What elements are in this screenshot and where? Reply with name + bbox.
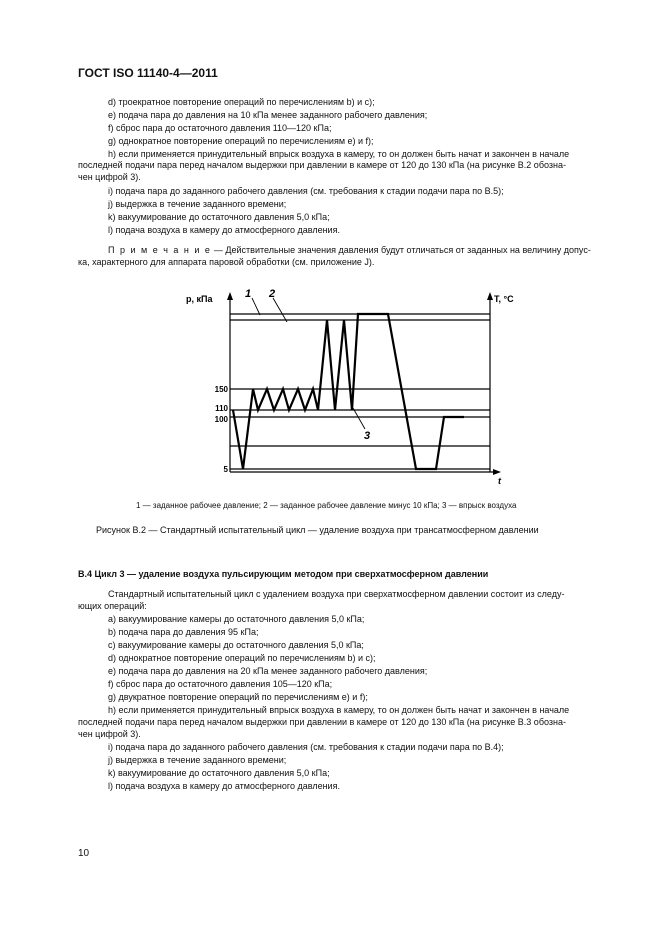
y-tick-labels [215, 385, 229, 474]
figure-legend: 1 — заданное рабочее давление; 2 — заданное рабочее давление минус 10 кПа; 3 — впрыск воздуха [136, 501, 517, 510]
list1-item-g: g) однократное повторение операций по перечислениям е) и f); [108, 136, 374, 146]
pressure-cycle-chart [186, 285, 520, 490]
note-line-1 [108, 245, 591, 256]
list2-item-d: d) однократное повторение операций по перечислениям b) и с); [108, 653, 376, 663]
note-label: П р и м е ч а н и е [108, 245, 212, 255]
list1-item-h-cont2: чен цифрой 3). [78, 172, 141, 182]
list2-item-b: b) подача пара до давления 95 кПа; [108, 627, 259, 637]
list2-item-k: k) вакуумирование до остаточного давления 5,0 кПа; [108, 768, 330, 778]
list2-item-i: i) подача пара до заданного рабочего давления (см. требования к стадии подачи пара по В.4); [108, 742, 504, 752]
x-axis-arrow [493, 469, 501, 475]
pressure-levels [230, 314, 490, 469]
callout-3-leader [353, 408, 365, 429]
y2-axis-label: T, °C [494, 294, 514, 304]
list2-item-h: h) если применяется принудительный впрыск воздуха в камеру, то он должен быть начат и закончен в начале [108, 705, 570, 715]
list2-item-c: с) вакуумирование камеры до остаточного давления 5,0 кПа; [108, 640, 364, 650]
callout-1: 1 [245, 288, 252, 300]
document-header: ГОСТ ISO 11140-4—2011 [78, 66, 218, 80]
section-intro-2: ющих операций: [78, 601, 147, 611]
list2-item-g: g) двукратное повторение операций по перечислениям е) и f); [108, 692, 368, 702]
figure-caption: Рисунок В.2 — Стандартный испытательный цикл — удаление воздуха при трансатмосферном давлении [96, 525, 539, 535]
y-axis-arrow [227, 292, 233, 300]
list1-item-h-cont1: последней подачи пара перед началом выдержки при давлении в камере от 120 до 130 кПа (на рисунке В.2 обозна- [78, 160, 566, 170]
callout-2-leader [273, 298, 287, 322]
callout-1-leader [252, 298, 260, 315]
list1-item-e: е) подача пара до давления на 10 кПа менее заданного рабочего давления; [108, 110, 428, 120]
list1-item-j: j) выдержка в течение заданного времени; [108, 199, 287, 209]
x-axis-label: t [498, 476, 501, 486]
page-number: 10 [78, 848, 90, 859]
section-intro-1: Стандартный испытательный цикл с удалением воздуха при сверхатмосферном давлении состоит из следу- [108, 589, 565, 599]
list2-item-l: l) подача воздуха в камеру до атмосферного давления. [108, 781, 340, 791]
y2-axis-arrow [487, 292, 493, 300]
list1-item-l: l) подача воздуха в камеру до атмосферного давления. [108, 225, 340, 235]
list2-item-j: j) выдержка в течение заданного времени; [108, 755, 287, 765]
y-tick-110: 110 [215, 404, 228, 413]
list2-item-h-cont1: последней подачи пара перед началом выдержки при давлении в камере от 120 до 130 кПа (на рисунке В.3 обозна- [78, 717, 566, 727]
y-axis-label: p, кПа [186, 294, 213, 304]
list2-item-h-cont2: чен цифрой 3). [78, 729, 141, 739]
note-line-2: ка, характерного для аппарата паровой обработки (см. приложение J). [78, 257, 375, 267]
y-tick-100: 100 [214, 415, 228, 424]
list2-item-e: е) подача пара до давления на 20 кПа менее заданного рабочего давления; [108, 666, 428, 676]
section-title: В.4 Цикл 3 — удаление воздуха пульсирующим методом при сверхатмосферном давлении [78, 569, 489, 579]
list1-item-f: f) сброс пара до остаточного давления 110—120 кПа; [108, 123, 332, 133]
list2-item-a: а) вакуумирование камеры до остаточного давления 5,0 кПа; [108, 614, 365, 624]
y-tick-5: 5 [223, 465, 228, 474]
note-text: — Действительные значения давления будут отличаться от заданных на величину допус- [211, 245, 591, 255]
list1-item-i: i) подача пара до заданного рабочего давления (см. требования к стадии подачи пара по В.5); [108, 186, 504, 196]
list1-item-h: h) если применяется принудительный впрыск воздуха в камеру, то он должен быть начат и закончен в начале [108, 149, 570, 159]
callout-3: 3 [364, 430, 371, 442]
list2-item-f: f) сброс пара до остаточного давления 105—120 кПа; [108, 679, 333, 689]
callout-2: 2 [269, 288, 276, 300]
list1-item-d: d) троекратное повторение операций по перечислениям b) и с); [108, 97, 375, 107]
y-tick-150: 150 [214, 385, 228, 394]
list1-item-k: k) вакуумирование до остаточного давления 5,0 кПа; [108, 212, 330, 222]
